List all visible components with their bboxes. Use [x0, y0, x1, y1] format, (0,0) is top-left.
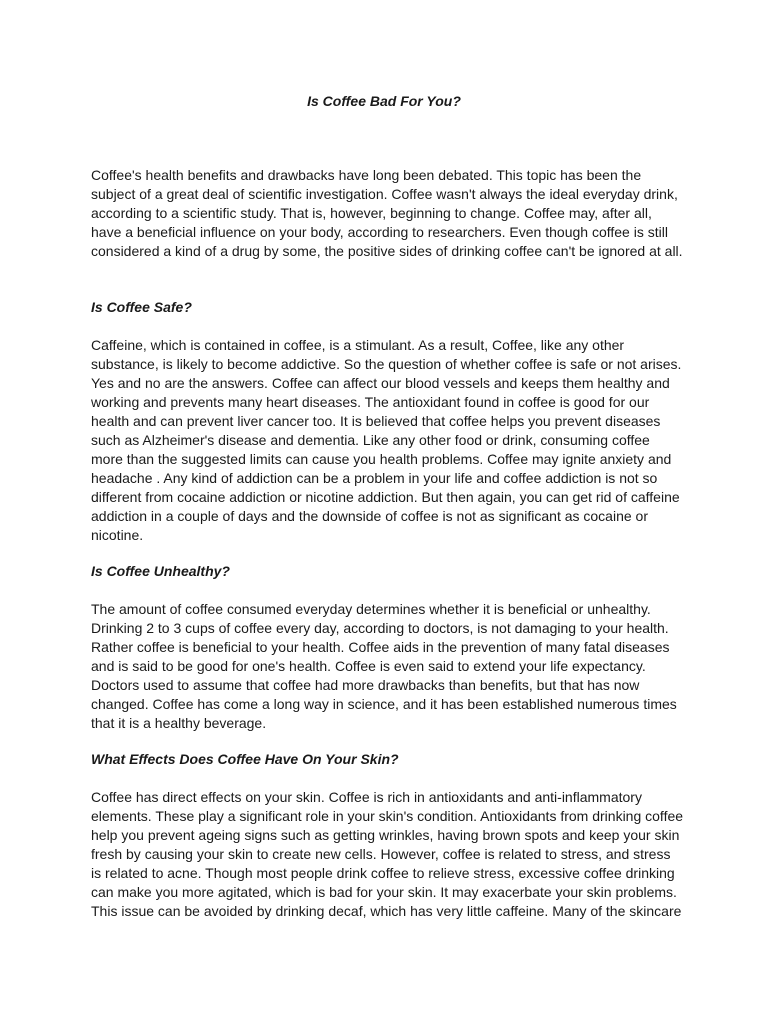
paragraph-line: can make you more agitated, which is bad for your skin. It may exacerbate your skin problems.	[91, 884, 677, 900]
section-heading-coffee-skin: What Effects Does Coffee Have On Your Skin?	[91, 751, 399, 767]
paragraph-line: health and can prevent liver cancer too. It is believed that coffee helps you prevent diseases	[91, 413, 661, 429]
paragraph-line: Caffeine, which is contained in coffee, is a stimulant. As a result, Coffee, like any other	[91, 337, 625, 353]
section-heading-coffee-safe: Is Coffee Safe?	[91, 299, 192, 315]
paragraph-line: such as Alzheimer's disease and dementia. Like any other food or drink, consuming coffee	[91, 432, 650, 448]
paragraph-line: elements. These play a significant role in your skin's condition. Antioxidants from drinking coffee	[91, 808, 684, 824]
paragraph-line: fresh by causing your skin to create new cells. However, coffee is related to stress, and stress	[91, 846, 671, 862]
paragraph-line: is related to acne. Though most people drink coffee to relieve stress, excessive coffee drinking	[91, 865, 675, 881]
intro-paragraph	[91, 166, 691, 261]
paragraph-line: have a beneficial influence on your body, according to researchers. Even though coffee is still	[91, 224, 668, 240]
section-paragraph-coffee-skin	[91, 788, 691, 921]
section-paragraph-coffee-unhealthy	[91, 600, 691, 733]
paragraph-line: addiction in a couple of days and the downside of coffee is not as significant as cocaine or	[91, 508, 648, 524]
paragraph-line: considered a kind of a drug by some, the positive sides of drinking coffee can't be ignored at all.	[91, 243, 683, 259]
document-title: Is Coffee Bad For You?	[307, 93, 461, 109]
paragraph-line: more than the suggested limits can cause you health problems. Coffee may ignite anxiety and	[91, 451, 672, 467]
section-heading-coffee-unhealthy: Is Coffee Unhealthy?	[91, 563, 230, 579]
paragraph-line: substance, is likely to become addictive. So the question of whether coffee is safe or not arises.	[91, 356, 682, 372]
paragraph-line: help you prevent ageing signs such as getting wrinkles, having brown spots and keep your skin	[91, 827, 680, 843]
paragraph-line: Coffee's health benefits and drawbacks have long been debated. This topic has been the	[91, 167, 642, 183]
paragraph-line: working and prevents many heart diseases. The antioxidant found in coffee is good for our	[91, 394, 650, 410]
paragraph-line: headache . Any kind of addiction can be a problem in your life and coffee addiction is not so	[91, 470, 658, 486]
paragraph-line: according to a scientific study. That is, however, beginning to change. Coffee may, after all,	[91, 205, 652, 221]
paragraph-line: This issue can be avoided by drinking decaf, which has very little caffeine. Many of the skincare	[91, 903, 682, 919]
paragraph-line: and is said to be good for one's health. Coffee is even said to extend your life expectancy.	[91, 658, 646, 674]
paragraph-line: Rather coffee is beneficial to your health. Coffee aids in the prevention of many fatal diseases	[91, 639, 670, 655]
paragraph-line: subject of a great deal of scientific investigation. Coffee wasn't always the ideal everyday drink,	[91, 186, 678, 202]
paragraph-line: that it is a healthy beverage.	[91, 715, 267, 731]
paragraph-line: nicotine.	[91, 527, 144, 543]
section-paragraph-coffee-safe	[91, 336, 691, 545]
paragraph-line: Yes and no are the answers. Coffee can affect our blood vessels and keeps them healthy and	[91, 375, 670, 391]
paragraph-line: The amount of coffee consumed everyday determines whether it is beneficial or unhealthy.	[91, 601, 651, 617]
paragraph-line: Drinking 2 to 3 cups of coffee every day, according to doctors, is not damaging to your health.	[91, 620, 669, 636]
paragraph-line: different from cocaine addiction or nicotine addiction. But then again, you can get rid of caffeine	[91, 489, 680, 505]
paragraph-line: Doctors used to assume that coffee had more drawbacks than benefits, but that has now	[91, 677, 640, 693]
paragraph-line: changed. Coffee has come a long way in science, and it has been established numerous times	[91, 696, 677, 712]
paragraph-line: Coffee has direct effects on your skin. Coffee is rich in antioxidants and anti-inflammatory	[91, 789, 642, 805]
